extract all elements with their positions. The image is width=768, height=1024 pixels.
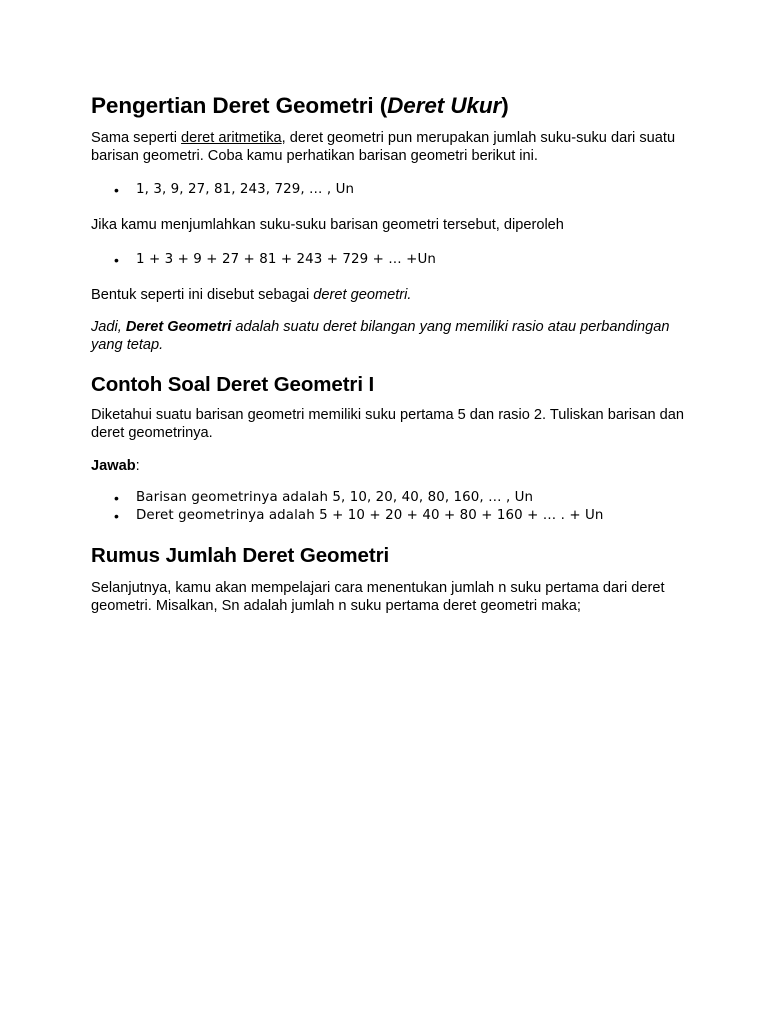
question-paragraph: Diketahui suatu barisan geometri memiliki suku pertama 5 dan rasio 2. Tuliskan barisan dan deret geometrinya. (91, 407, 684, 441)
answer-list (91, 489, 691, 525)
list-item: • 1, 3, 9, 27, 81, 243, 729, … , Un (136, 181, 691, 199)
intro-text-end: , deret geometri pun merupakan jumlah suku-suku dari suatu barisan geometri. Coba kamu perhatikan barisan geometri berikut ini. (91, 130, 676, 164)
list-item: • Barisan geometrinya adalah 5, 10, 20, 40, 80, 160, … , Un (136, 489, 691, 507)
page-title (91, 92, 691, 120)
intro-text-start: Sama seperti (91, 130, 182, 146)
section-heading-rumus: Rumus Jumlah Deret Geometri (91, 544, 390, 567)
deret-aritmetika-link[interactable]: deret aritmetika (181, 130, 282, 146)
intro-paragraph (91, 129, 691, 165)
title-suffix: ) (501, 93, 509, 118)
title-italic: Deret Ukur (387, 93, 502, 118)
answer-label-bold: Jawab (91, 458, 136, 474)
sequence-list (91, 181, 691, 199)
rumus-paragraph: Selanjutnya, kamu akan mempelajari cara menentukan jumlah n suku pertama dari deret geometri. Misalkan, Sn adalah jumlah n suku pertama deret geometri maka; (91, 580, 665, 614)
list-item: • 1 + 3 + 9 + 27 + 81 + 243 + 729 + … +Un (136, 251, 691, 269)
definition-prefix: Jadi, (91, 319, 126, 335)
title-prefix: Pengertian Deret Geometri ( (91, 93, 388, 118)
section-heading-contoh: Contoh Soal Deret Geometri I (91, 373, 375, 396)
document-page (91, 92, 691, 615)
bentuk-italic: deret geometri. (313, 287, 412, 303)
bentuk-paragraph (91, 286, 691, 304)
bentuk-text: Bentuk seperti ini disebut sebagai (91, 287, 314, 303)
sum-intro-paragraph: Jika kamu menjumlahkan suku-suku barisan geometri tersebut, diperoleh (91, 217, 564, 233)
definition-term: Deret Geometri (125, 319, 232, 335)
sum-list (91, 251, 691, 269)
answer-colon: : (135, 458, 140, 474)
answer-label (91, 457, 691, 475)
definition-paragraph (91, 318, 691, 354)
definition-text: adalah suatu deret bilangan yang memiliki rasio atau perbandingan yang tetap. (91, 319, 670, 353)
list-item: • Deret geometrinya adalah 5 + 10 + 20 + 40 + 80 + 160 + … . + Un (136, 507, 691, 525)
